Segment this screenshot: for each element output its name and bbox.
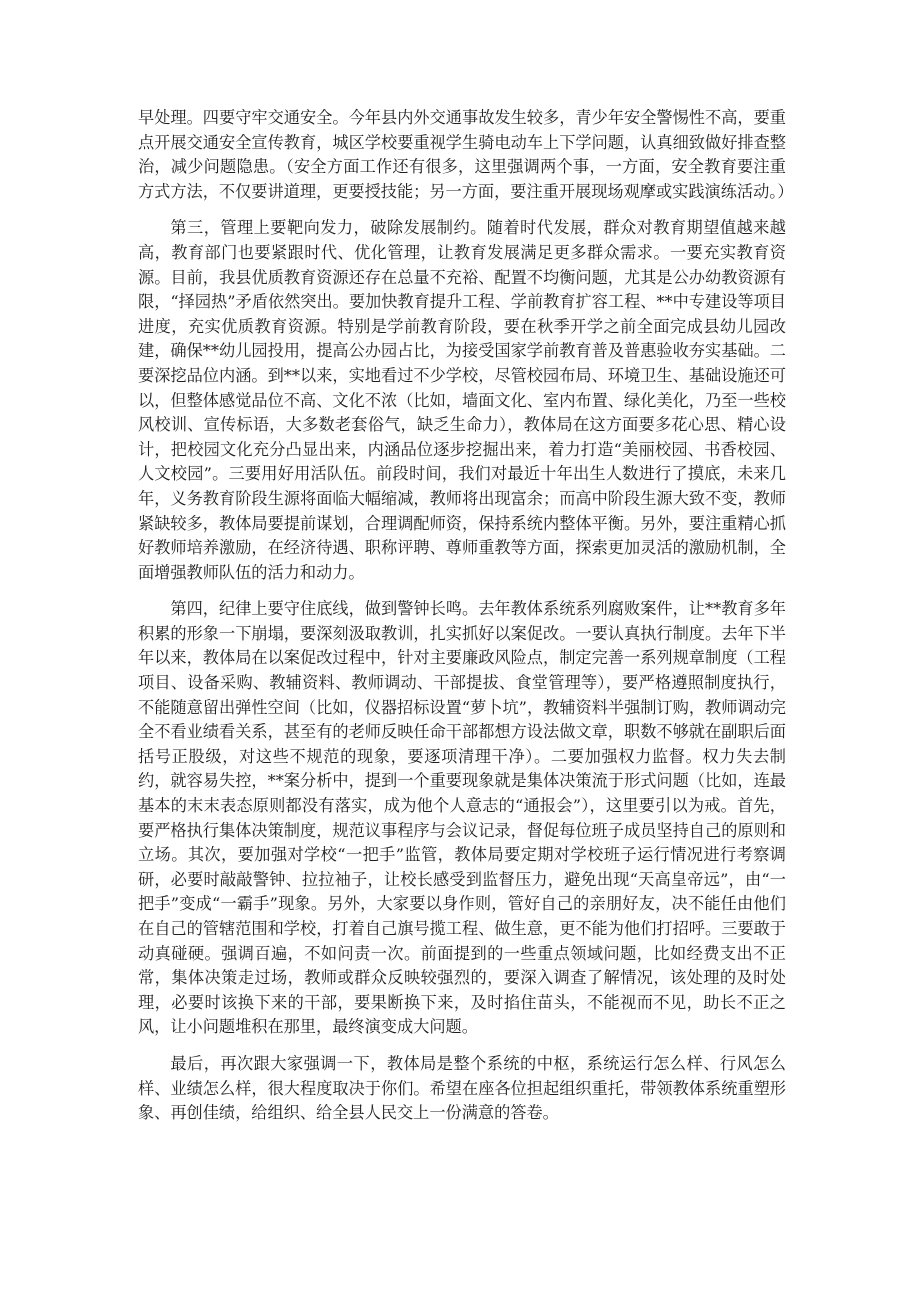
paragraph-traffic-safety: 早处理。四要守牢交通安全。今年县内外交通事故发生较多，青少年安全警惕性不高，要重点开展交通安全宣传教育，城区学校要重视学生骑电动车上下学问题，认真细致做好排查整治，减少问题隐患。（安全方面工作还有很多，这里强调两个事，一方面，安全教育要注重方式方法，不仅要讲道理，更要授技能；另一方面，要注重开展现场观摩或实践演练活动。） xyxy=(138,108,794,201)
document-body xyxy=(138,106,794,1138)
paragraph-management: 第三，管理上要靶向发力，破除发展制约。随着时代发展，群众对教育期望值越来越高，教育部门也要紧跟时代、优化管理，让教育发展满足更多群众需求。一要充实教育资源。目前，我县优质教育资源还存在总量不充裕、配置不均衡问题，尤其是公办幼教资源有限，“择园热”矛盾依然突出。要加快教育提升工程、学前教育扩容工程、**中专建设等项目进度，充实优质教育资源。特别是学前教育阶段，要在秋季开学之前全面完成县幼儿园改建，确保**幼儿园投用，提高公办园占比，为接受国家学前教育普及普惠验收夯实基础。二要深挖品位内涵。到**以来，实地看过不少学校，尽管校园布局、环境卫生、基础设施还可以，但整体感觉品位不高、文化不浓（比如，墙面文化、室内布置、绿化美化，乃至一些校风校训、宣传标语，大多数老套俗气，缺乏生命力），教体局在这方面要多花心思、精心设计，把校园文化充分凸显出来，内涵品位逐步挖掘出来，着力打造“美丽校园、书香校园、人文校园”。三要用好用活队伍。前段时间，我们对最近十年出生人数进行了摸底，未来几年，义务教育阶段生源将面临大幅缩减，教师将出现富余；而高中阶段生源大致不变，教师紧缺较多，教体局要提前谋划，合理调配师资，保持系统内整体平衡。另外，要注重精心抓好教师培养激励，在经济待遇、职称评聘、尊师重教等方面，探索更加灵活的激励机制，全面增强教师队伍的活力和动力。 xyxy=(138,218,786,582)
paragraph-conclusion: 最后，再次跟大家强调一下，教体局是整个系统的中枢，系统运行怎么样、行风怎么样、业绩怎么样，很大程度取决于你们。希望在座各位担起组织重托，带领教体系统重塑形象、再创佳绩，给组织、给全县人民交上一份满意的答卷。 xyxy=(138,1053,786,1123)
paragraph-discipline: 第四，纪律上要守住底线，做到警钟长鸣。去年教体系统系列腐败案件，让**教育多年积累的形象一下崩塌，要深刻汲取教训，扎实抓好以案促改。一要认真执行制度。去年下半年以来，教体局在以案促改过程中，针对主要廉政风险点，制定完善一系列规章制度（工程项目、设备采购、教辅资料、教师调动、干部提拔、食堂管理等），要严格遵照制度执行，不能随意留出弹性空间（比如，仪器招标设置“萝卜坑”，教辅资料半强制订购，教师调动完全不看业绩看关系，甚至有的老师反映任命干部都想方设法做文章，职数不够就在副职后面括号正股级，对这些不规范的现象，要逐项清理干净）。二要加强权力监督。权力失去制约，就容易失控，**案分析中，提到一个重要现象就是集体决策流于形式问题（比如，连最基本的末末表态原则都没有落实，成为他个人意志的“通报会”），这里要引以为戒。首先，要严格执行集体决策制度，规范议事程序与会议记录，督促每位班子成员坚持自己的原则和立场。其次，要加强对学校“一把手”监管，教体局要定期对学校班子运行情况进行考察调研，必要时敲敲警钟、拉拉袖子，让校长感受到监督压力，避免出现“天高皇帝远”，由“一把手”变成“一霸手”现象。另外，大家要以身作则，管好自己的亲朋好友，决不能任由他们在自己的管辖范围和学校，打着自己旗号揽工程、做生意，更不能为他们打招呼。三要敢于动真碰硬。强调百遍，不如问责一次。前面提到的一些重点领域问题，比如经费支出不正常，集体决策走过场，教师或群众反映较强烈的，要深入调查了解情况，该处理的及时处理，必要时该换下来的干部，要果断换下来，及时掐住苗头，不能视而不见，助长不正之风，让小问题堆积在那里，最终演变成大问题。 xyxy=(138,599,786,1037)
